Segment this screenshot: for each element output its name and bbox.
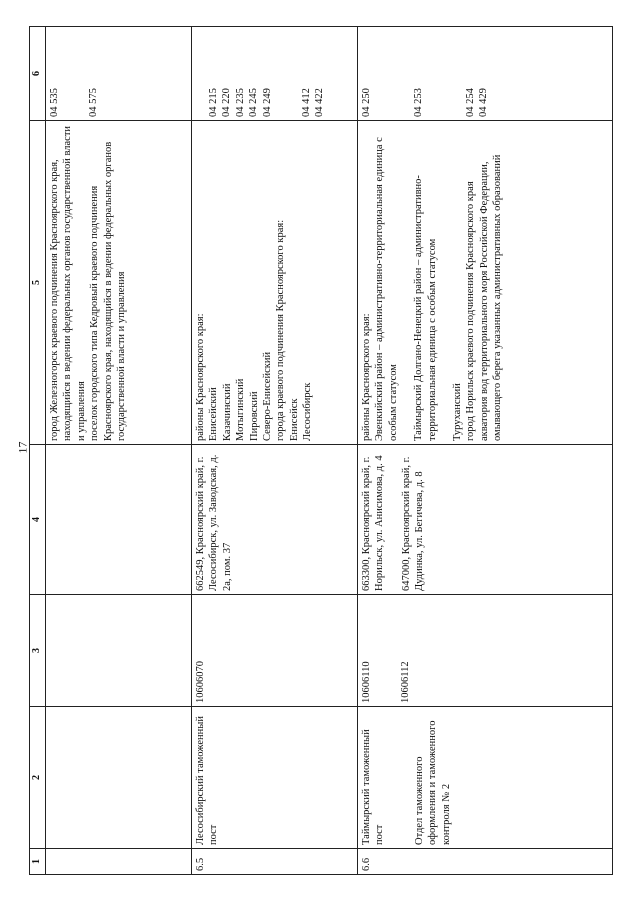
okato-code: 04 429 [478, 88, 490, 117]
header-col-4: 4 [30, 445, 46, 595]
cell-code: 10606070 [191, 595, 357, 707]
customs-posts-table [29, 26, 613, 875]
cell-okato [45, 27, 191, 121]
territory-heading: города краевого подчинения Красноярского края: [275, 219, 287, 441]
cell-num [45, 849, 191, 875]
district-item: Казачинский [221, 383, 233, 441]
okato-code: 04 535 [48, 88, 60, 117]
header-col-1: 1 [30, 849, 46, 875]
cell-code [357, 595, 612, 707]
district-item: Северо-Енисейский [261, 351, 273, 441]
cell-address [45, 445, 191, 595]
table-row-6-6 [357, 27, 612, 875]
okato-code: 04 235 [234, 88, 246, 117]
city-item: Лесосибирск [302, 382, 314, 441]
cell-territory [191, 121, 357, 445]
district-item: Пировский [248, 391, 260, 441]
cell-address [357, 445, 612, 595]
header-col-3: 3 [30, 595, 46, 707]
cell-num: 6.6 [357, 849, 612, 875]
territory-heading: районы Красноярского края: [360, 313, 372, 441]
cell-address: 662549, Красноярский край, г. Лесосибирск, ул. Заводская, д. 2а, пом. 37 [191, 445, 357, 595]
header-row [30, 27, 46, 875]
territory-heading: районы Красноярского края: [194, 313, 206, 441]
okato-code: 04 215 [207, 88, 219, 117]
territory-item [88, 124, 128, 441]
cell-okato [191, 27, 357, 121]
cell-code [45, 595, 191, 707]
city-item: Енисейск [288, 398, 300, 441]
okato-code: 04 250 [360, 88, 372, 117]
territory-item: Эвенкийский район – административно-территориальная единица с особым статусом [374, 137, 399, 441]
district-item: Енисейский [208, 387, 220, 441]
district-item: Мотыгинский [235, 378, 247, 441]
cell-num: 6.5 [191, 849, 357, 875]
territory-name: поселок городского типа Кедровый краевого подчинения Красноярского края, находящийся в ведении федеральных органов государственной власти и управления [89, 141, 127, 441]
header-col-6: 6 [30, 27, 46, 121]
okato-code: 04 220 [221, 88, 233, 117]
okato-code: 04 253 [413, 88, 425, 117]
header-col-2: 2 [30, 707, 46, 849]
table-row-continuation [45, 27, 191, 875]
cell-territory [45, 121, 191, 445]
territory-item: Туруханский [451, 383, 463, 441]
territory-name: город Железногорск краевого подчинения Красноярского края, находящийся в ведении федеральных органов государственной власти и управления [48, 125, 87, 441]
page-number: 17 [15, 441, 30, 454]
okato-code: 04 575 [88, 88, 100, 117]
okato-code: 04 249 [261, 88, 273, 117]
post-code: 10606110 [360, 661, 372, 703]
okato-code: 04 412 [300, 88, 312, 117]
header-col-5: 5 [30, 121, 46, 445]
post-name: Таймырский таможенный пост [360, 729, 386, 845]
cell-post-name [45, 707, 191, 849]
okato-code: 04 245 [248, 88, 260, 117]
territory-item [48, 124, 88, 441]
table-row-6-5 [191, 27, 357, 875]
department-name: Отдел таможенного оформления и таможенного контроля № 2 [413, 720, 452, 845]
okato-code: 04 254 [464, 88, 476, 117]
department-code: 10606112 [400, 661, 412, 703]
cell-post-name [357, 707, 612, 849]
rotated-table-container [29, 27, 609, 875]
territory-item: Таймырский Долгано-Ненецкий район – административно-территориальная единица с особым статусом [413, 175, 438, 441]
cell-post-name: Лесосибирский таможенный пост [191, 707, 357, 849]
okato-code: 04 422 [314, 88, 326, 117]
cell-okato [357, 27, 612, 121]
post-address: 663300, Красноярский край, г. Норильск, ул. Анисимова, д. 4 [360, 455, 386, 591]
territory-item: город Норильск краевого подчинения Красноярского края [465, 181, 477, 441]
territory-item: акватория вод территориального моря Российской Федерации, омывающего берега указанных административных образований [478, 154, 504, 441]
department-address: 647000, Красноярский край, г. Дудинка, ул. Бегичева, д. 8 [400, 456, 426, 591]
cell-territory [357, 121, 612, 445]
